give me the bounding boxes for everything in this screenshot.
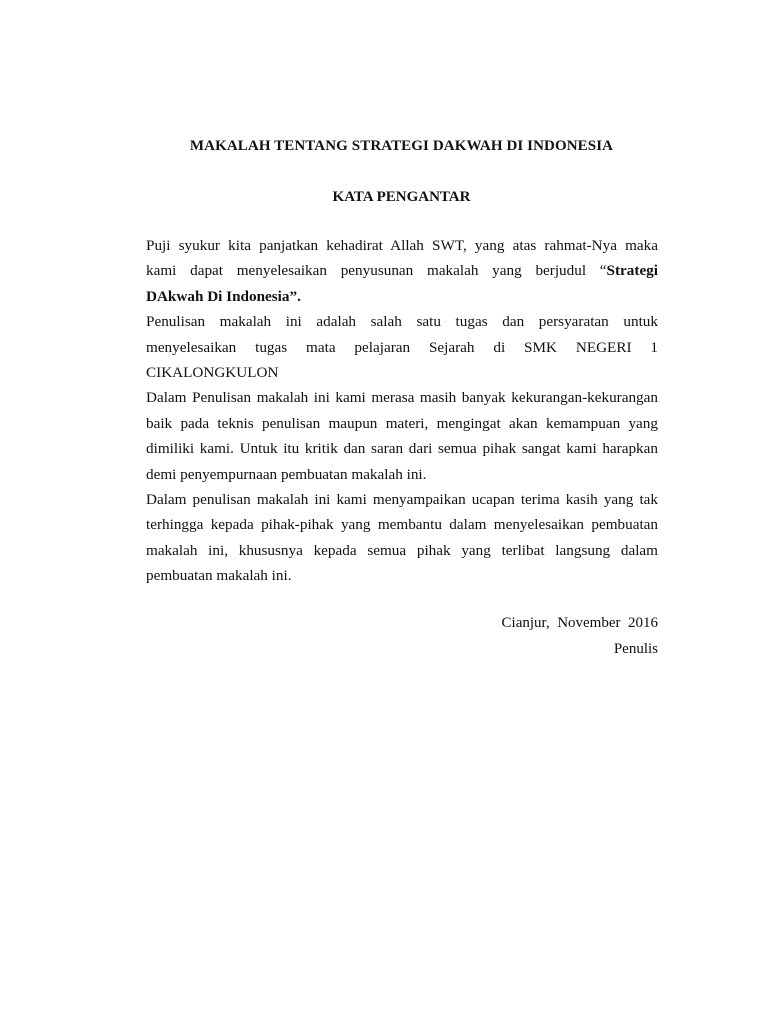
paragraph-purpose	[146, 309, 658, 385]
makalah-title-part-1: Strategi	[606, 262, 658, 280]
paragraph-shortcomings: Dalam Penulisan makalah ini kami merasa masih banyak kekurangan-kekurangan baik pada teknis penulisan maupun materi, mengingat akan kemampuan yang dimiliki kami. Untuk itu kritik dan saran dari semua pihak sangat kami harapkan demi penyempurnaan pembuatan makalah ini.	[146, 389, 658, 483]
signature-block	[358, 611, 658, 662]
makalah-title-part-2: DAkwah Di Indonesia”.	[146, 287, 301, 305]
signature-author: Penulis	[613, 640, 658, 657]
paragraph-intro-line-1: Puji syukur kita panjatkan kehadirat Allah SWT, yang atas rahmat-Nya maka	[146, 237, 658, 254]
document-title: MAKALAH TENTANG STRATEGI DAKWAH DI INDONESIA	[189, 138, 614, 154]
section-heading: KATA PENGANTAR	[332, 189, 471, 205]
paragraph-purpose-line-3: CIKALONGKULON	[146, 364, 279, 382]
document-body	[146, 233, 658, 589]
signature-place-date: Cianjur, November 2016	[501, 615, 658, 631]
paragraph-intro-line-2-text: kami dapat menyelesaikan penyusunan makalah yang berjudul “	[146, 262, 607, 280]
paragraph-intro-line-2	[146, 258, 658, 283]
paragraph-intro	[146, 233, 658, 309]
paragraph-purpose-line-1: Penulisan makalah ini adalah salah satu tugas dan persyaratan untuk	[146, 313, 658, 331]
paragraph-purpose-line-2: menyelesaikan tugas mata pelajaran Sejarah di SMK NEGERI 1	[146, 338, 658, 356]
paragraph-thanks: Dalam penulisan makalah ini kami menyampaikan ucapan terima kasih yang tak terhingga kepada pihak-pihak yang membantu dalam menyelesaikan pembuatan makalah ini, khususnya kepada semua pihak yang terlibat langsung dalam pembuatan makalah ini.	[146, 491, 658, 585]
